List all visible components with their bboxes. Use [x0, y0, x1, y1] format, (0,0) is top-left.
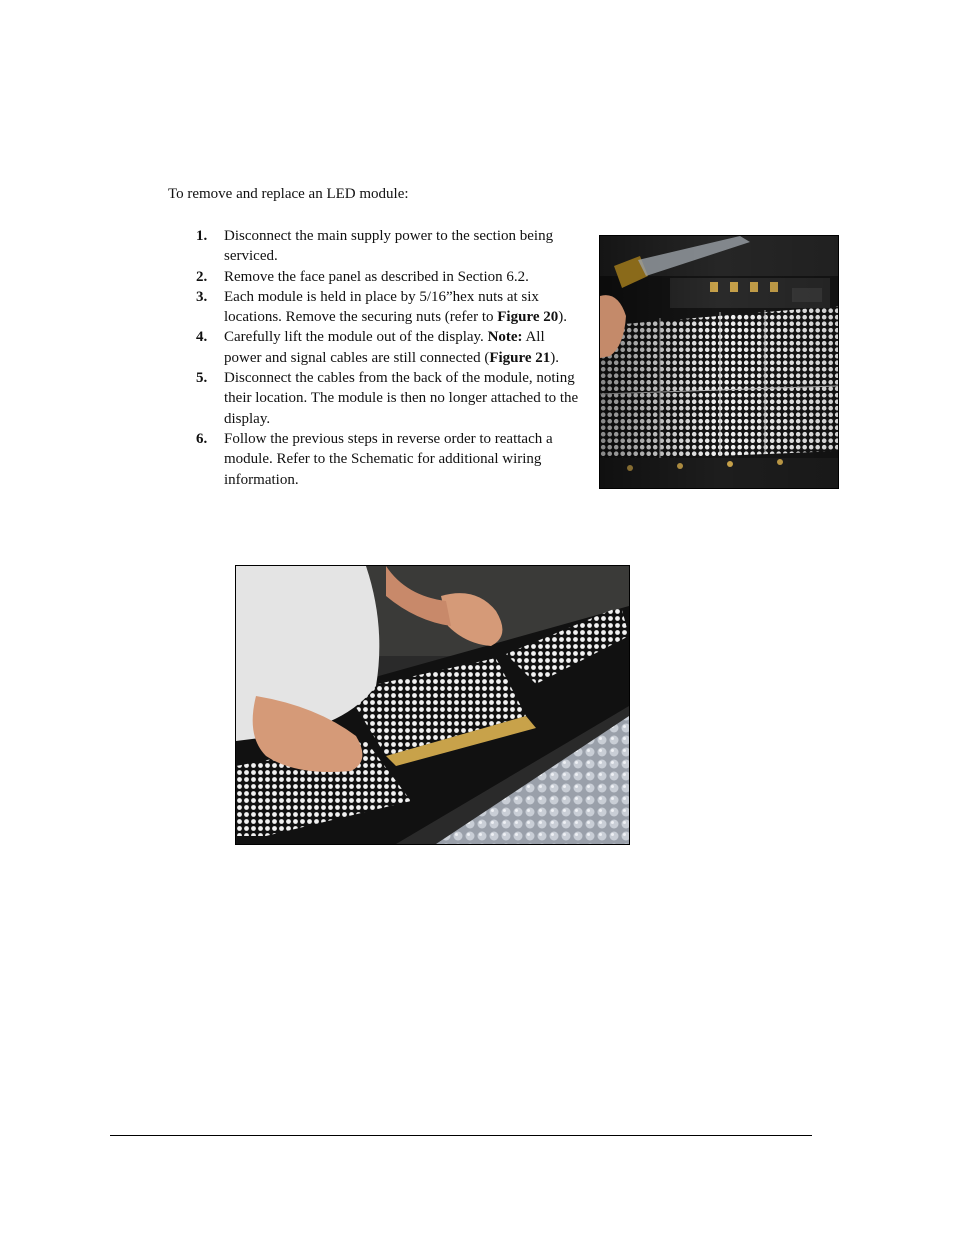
step-1 — [196, 226, 580, 267]
step-text-part: Carefully lift the module out of the display. — [224, 329, 488, 346]
step-text — [224, 289, 567, 325]
step-5 — [196, 368, 580, 429]
figure-20-ref: Figure 20 — [497, 309, 559, 326]
step-text: Follow the previous steps in reverse order to reattach a module. Refer to the Schematic for additional wiring information. — [224, 430, 553, 488]
step-number: 2. — [196, 268, 208, 285]
step-3 — [196, 287, 580, 328]
step-text-part: ). — [558, 309, 567, 326]
led-module-nut-removal-image — [600, 236, 838, 488]
step-number: 3. — [196, 288, 208, 305]
step-text: Disconnect the main supply power to the section being serviced. — [224, 228, 554, 265]
footer-rule — [110, 1135, 812, 1136]
step-text — [224, 329, 559, 365]
figure-21-photo — [235, 565, 630, 845]
step-number: 1. — [196, 228, 208, 244]
step-text: Remove the face panel as described in Section 6.2. — [224, 268, 529, 285]
step-2 — [196, 267, 580, 287]
note-label: Note: — [487, 329, 523, 346]
step-text-part: Each module is held in place by 5/16”hex nuts at six locations. Remove the securing nuts (refer to — [224, 288, 539, 326]
step-text-part: ). — [550, 349, 560, 366]
step-number: 6. — [196, 430, 208, 447]
step-text: Disconnect the cables from the back of the module, noting their location. The module is then no longer attached to the display. — [224, 370, 579, 427]
intro-text: To remove and replace an LED module: — [168, 186, 409, 202]
step-4 — [196, 327, 580, 368]
step-6 — [196, 429, 580, 490]
procedure-steps — [196, 226, 580, 490]
step-text-part: All power and signal cables are still connected ( — [224, 329, 545, 366]
step-number: 5. — [196, 370, 208, 387]
figure-20-photo — [599, 235, 839, 489]
step-number: 4. — [196, 329, 208, 346]
figure-21-ref: Figure 21 — [489, 349, 551, 366]
led-module-lift-image — [236, 566, 629, 844]
